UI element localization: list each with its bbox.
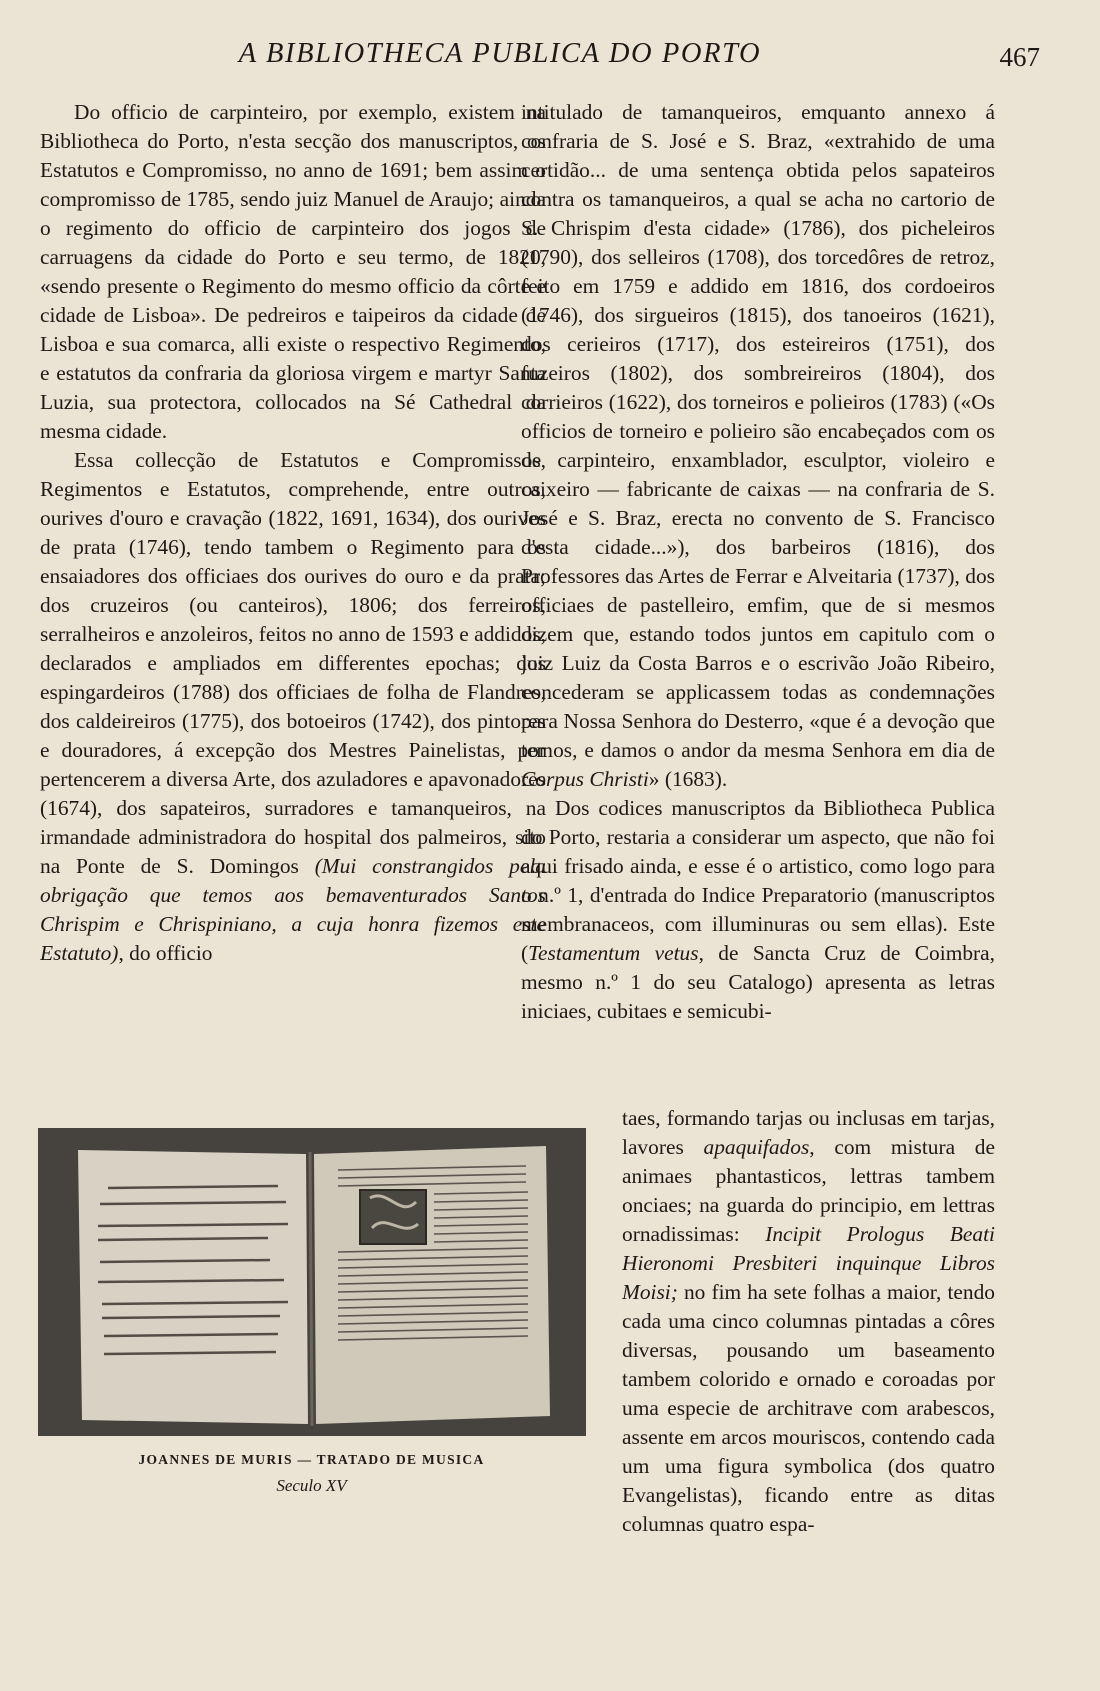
right-paragraph-1-text-a: intitulado de tamanqueiros, emquanto annexo á confraria de S. José e S. Braz, «extrahido de uma certidão... de uma sentença obtida pelos sapateiros contra os tamanqueiros, a qual se acha no cartorio de S. Chrispim d'esta cidade» (1786), dos picheleiros (1790), dos selleiros (1708), dos torcedôres de retroz, feito em 1759 e addido em 1816, dos cordoeiros (1746), dos sirgueiros (1815), dos tanoeiros (1621), dos cerieiros (1717), dos esteireiros (1751), dos fuzeiros (1802), dos sombreireiros (1804), dos corrieiros (1622), dos torneiros e polieiros (1783) («Os officios de torneiro e polieiro são encabeçados com os de carpinteiro, enxamblador, esculptor, violeiro e caixeiro — fabricante de caixas — na confraria de S. José e S. Braz, erecta no convento de S. Francisco d'esta cidade...»), dos barbeiros (1816), dos Professores das Artes de Ferrar e Alveitaria (1737), dos officiaes de pastelleiro, emfim, que de si mesmos dizem que, estando todos juntos em capitulo com o juiz Luiz da Costa Barros e o escrivão João Ribeiro, concederam se applicassem todas as condemnações para Nossa Senhora do Desterro, «que é a devoção que temos, e damos o andor da mesma Senhora em dia de: [521, 100, 995, 762]
continuation-text-c: no fim ha sete folhas a maior, tendo cada uma cinco columnas pintadas a côres diversas, pousando um baseamento tambem colorido e ornado e coroadas por uma especie de architrave com arabescos, assente em arcos mouriscos, contendo cada um uma figura symbolica (dos quatro Evangelistas), ficando entre as ditas columnas quatro espa-: [622, 1280, 995, 1536]
continuation-text-b: , com mistura de animaes phantasticos, lettras tambem onciaes; na guarda do principio, em lettras ornadissimas:: [622, 1135, 995, 1246]
left-paragraph-2-italic: (Mui constrangidos pela obrigação que temos aos bemaventurados Santos Chrispim e Chrispiniano, a cuja honra fizemos este Estatuto): [40, 854, 546, 965]
right-paragraph-2-italic: Testamentum vetus: [528, 941, 699, 965]
running-title: A BIBLIOTHECA PUBLICA DO PORTO: [238, 38, 762, 69]
right-column: [521, 98, 995, 1104]
right-paragraph-1: [521, 98, 995, 794]
caption-subtitle: Seculo XV: [276, 1476, 347, 1495]
right-column-continuation: [622, 1104, 995, 1664]
right-paragraph-1-text-b: » (1683).: [648, 767, 728, 791]
left-column: [40, 98, 546, 1104]
figure-caption: [40, 1452, 583, 1496]
page-number: 467: [999, 42, 1040, 72]
continuation-paragraph: [622, 1104, 995, 1539]
continuation-italic-1: apaquifados: [703, 1135, 810, 1159]
right-paragraph-2-text-a: Dos codices manuscriptos da Bibliotheca Publica do Porto, restaria a considerar um aspecto, que não foi aqui frisado ainda, e esse é o artistico, como logo para o n.º 1, d'entrada do Indice Preparatorio (manuscriptos membranaceos, com illuminuras ou sem ellas). Este (: [521, 796, 995, 965]
running-head: [0, 38, 1100, 78]
manuscript-photograph: [38, 1128, 586, 1436]
continuation-text-a: taes, formando tarjas ou inclusas em tarjas, lavores: [622, 1106, 995, 1159]
continuation-italic-2: Incipit Prologus Beati Hieronomi Presbiteri inquinque Libros Moisi;: [622, 1222, 995, 1304]
manuscript-illustration: [38, 1128, 586, 1436]
right-paragraph-1-italic: Corpus Christi: [521, 767, 649, 791]
caption-title: JOANNES DE MURIS — TRATADO DE MUSICA: [138, 1452, 485, 1467]
left-paragraph-2: [40, 446, 546, 968]
right-paragraph-2: [521, 794, 995, 1026]
right-paragraph-2-text-b: , de Sancta Cruz de Coimbra, mesmo n.º 1 do seu Catalogo) apresenta as letras iniciaes, cubitaes e semicubi-: [521, 941, 995, 1023]
left-paragraph-2-text-b: , do officio: [118, 941, 213, 965]
left-paragraph-2-text-a: Essa collecção de Estatutos e Compromissos, Regimentos e Estatutos, comprehende, entre outros, ourives d'ouro e cravação (1822, 1691, 1634), dos ourives de prata (1746), tendo tambem o Regimento para os ensaiadores dos officiaes dos ourives do ouro e da prata; dos cruzeiros (ou canteiros), 1806; dos ferreiros, serralheiros e anzoleiros, feitos no anno de 1593 e addidos, declarados e ampliados em differentes epochas; dos espingardeiros (1788) dos officiaes de folha de Flandres, dos caldeireiros (1775), dos botoeiros (1742), dos pintores e douradores, á excepção dos Mestres Painelistas, por pertencerem a diversa Arte, dos azuladores e apavonadores (1674), dos sapateiros, surradores e tamanqueiros, na irmandade administradora do hospital dos palmeiros, sito na Ponte de S. Domingos: [40, 448, 546, 878]
left-paragraph-1: Do officio de carpinteiro, por exemplo, existem na Bibliotheca do Porto, n'esta secção dos manuscriptos, os Estatutos e Compromisso, no anno de 1691; bem assim o compromisso de 1785, sendo juiz Manuel de Araujo; ainda o regimento do officio de carpinteiro dos jogos de carruagens da cidade do Porto e seu termo, de 1820, «sendo presente o Regimento do mesmo officio da côrte e cidade de Lisboa». De pedreiros e taipeiros da cidade de Lisboa e sua comarca, alli existe o respectivo Regimento, e estatutos da confraria da gloriosa virgem e martyr Santa Luzia, sua protectora, collocados na Sé Cathedral da mesma cidade.: [40, 100, 546, 443]
